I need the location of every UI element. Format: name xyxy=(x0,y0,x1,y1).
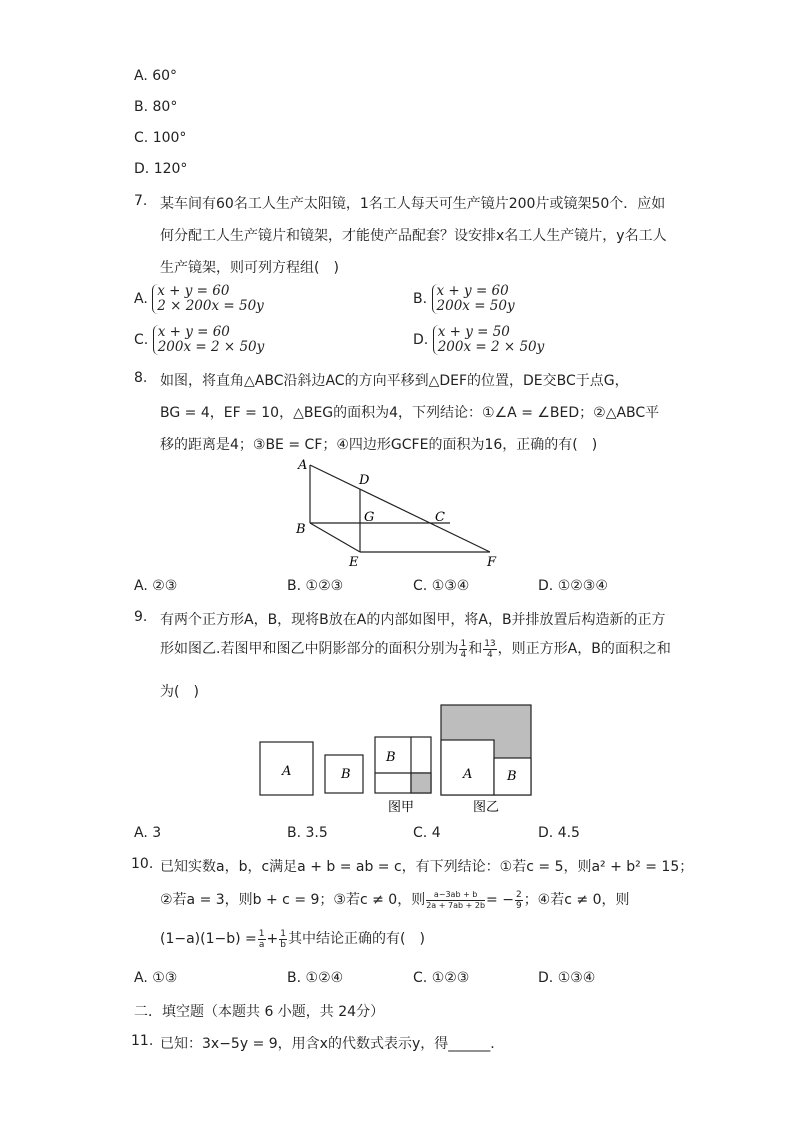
q6-option-a: A. 60° xyxy=(134,68,178,84)
q9-option-c: C. 4 xyxy=(413,825,441,841)
q8-number: 8. xyxy=(134,370,148,386)
fig-label-c: C xyxy=(435,510,445,525)
q8-option-d: D. ①②③④ xyxy=(538,578,608,594)
q6-option-c: C. 100° xyxy=(134,130,187,146)
q8-option-a: A. ②③ xyxy=(134,578,178,594)
caption-yi: 图乙 xyxy=(473,800,500,815)
q8-line2: BG = 4，EF = 10，△BEG的面积为4，下列结论：①∠A = ∠BED；②△ABC平 xyxy=(160,405,660,421)
fig-label-e: E xyxy=(349,555,359,570)
q10-option-a: A. ①③ xyxy=(134,970,178,986)
q7-number: 7. xyxy=(134,193,148,209)
q9-line2: 形如图乙.若图甲和图乙中阴影部分的面积分别为 $\frac{1}{4}$ 和 $\frac{13}{4}$ ，则正方形A，B的面积之和 xyxy=(160,638,671,660)
q8-option-c: C. ①③④ xyxy=(413,578,470,594)
q10-line2: ②若a = 3，则b + c = 9；③若c ≠ 0，则 $\frac{a-3ab + b}{2a + 7ab + 2b}$ = − $\frac{2}{9}$ ；④若c ≠ 0，则 xyxy=(160,889,630,911)
q6-option-d: D. 120° xyxy=(134,161,188,177)
q9-number: 9. xyxy=(134,609,148,625)
q8-translation-figure xyxy=(290,455,505,573)
q7-line2: 何分配工人生产镜片和镜架，才能使产品配套？设安排x名工人生产镜片，y名工人 xyxy=(160,228,667,244)
q8-option-b: B. ①②③ xyxy=(287,578,344,594)
q10-option-d: D. ①③④ xyxy=(538,970,596,986)
q8-line3: 移的距离是4；③BE = CF；④四边形GCFE的面积为16，正确的有( ) xyxy=(160,437,598,453)
fig-yi-b-label: B xyxy=(507,769,517,784)
fig-label-a: A xyxy=(298,458,308,473)
fig-a-label: A xyxy=(282,764,292,779)
q7-option-a: A. x + y = 60 2 × 200x = 50y xyxy=(134,283,264,314)
q7-line3: 生产镜架，则可列方程组( ) xyxy=(160,260,339,276)
fig-label-f: F xyxy=(487,555,497,570)
q10-line3: (1−a)(1−b) = $\frac{1}{a}$ + $\frac{1}{b}$ 其中结论正确的有( ) xyxy=(160,928,425,950)
fig-jia-b-label: B xyxy=(386,750,396,765)
q7-option-d: D. x + y = 50 200x = 2 × 50y xyxy=(413,324,545,355)
q6-option-b: B. 80° xyxy=(134,99,178,115)
q7-option-b: B. x + y = 60 200x = 50y xyxy=(413,283,515,314)
q10-option-c: C. ①②③ xyxy=(413,970,470,986)
q11-text: 已知：3x−5y = 9，用含x的代数式表示y，得______. xyxy=(160,1036,495,1052)
q11-number: 11. xyxy=(131,1033,154,1049)
fig-b-label: B xyxy=(341,767,351,782)
fig-label-g: G xyxy=(364,510,375,525)
q7-option-c: C. x + y = 60 200x = 2 × 50y xyxy=(134,324,265,355)
fig-yi-a-label: A xyxy=(463,767,473,782)
q9-option-b: B. 3.5 xyxy=(287,825,328,841)
q10-option-b: B. ①②④ xyxy=(287,970,344,986)
q9-squares-figure xyxy=(255,700,540,820)
q10-number: 10. xyxy=(131,856,154,872)
fig-label-d: D xyxy=(359,473,370,488)
q8-line1: 如图，将直角△ABC沿斜边AC的方向平移到△DEF的位置，DE交BC于点G， xyxy=(160,373,629,389)
q7-line1: 某车间有60名工人生产太阳镜，1名工人每天可生产镜片200片或镜架50个．应如 xyxy=(160,196,666,212)
section-2-heading: 二．填空题（本题共 6 小题，共 24分） xyxy=(134,1004,385,1020)
q9-option-d: D. 4.5 xyxy=(538,825,580,841)
q9-option-a: A. 3 xyxy=(134,825,162,841)
q10-line1: 已知实数a，b，c满足a + b = ab = c，有下列结论：①若c = 5，则a² + b² = 15； xyxy=(160,859,694,875)
q9-line3: 为( ) xyxy=(160,684,199,700)
caption-jia: 图甲 xyxy=(388,800,415,815)
q9-line1: 有两个正方形A，B，现将B放在A的内部如图甲，将A，B并排放置后构造新的正方 xyxy=(160,612,666,628)
fig-label-b: B xyxy=(296,522,306,537)
